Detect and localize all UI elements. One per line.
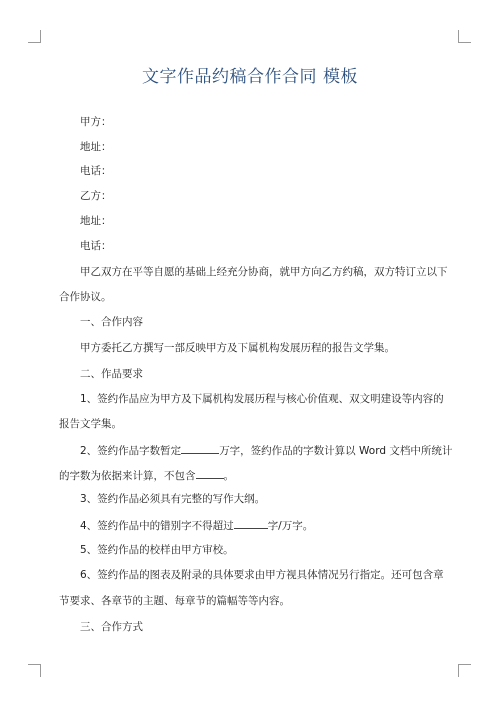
section-1-text: 甲方委托乙方撰写一部反映甲方及下属机构发展历程的报告文学集。 bbox=[80, 342, 395, 354]
address-b-label: 地址： bbox=[80, 215, 112, 227]
intro-paragraph-line-2: 合作协议。 bbox=[59, 291, 112, 303]
phone-b-label: 电话： bbox=[80, 240, 112, 252]
exclusion-blank bbox=[196, 467, 224, 479]
requirement-4-text-a: 4、签约作品中的错别字不得超过 bbox=[80, 520, 234, 532]
intro-paragraph-line-1: 甲乙双方在平等自愿的基础上经充分协商，就甲方向乙方约稿，双方特订立以下 bbox=[80, 266, 448, 278]
section-2-heading: 二、作品要求 bbox=[80, 368, 143, 380]
requirement-4-text-b: 字/万字。 bbox=[267, 520, 314, 532]
requirement-2-text-b: 万字，签约作品的字数计算以 Word 文档中所统计 bbox=[219, 445, 453, 457]
requirement-4 bbox=[80, 517, 313, 533]
requirement-6-line-1: 6、签约作品的图表及附录的具体要求由甲方视具体情况另行指定。还可包含章 bbox=[80, 569, 444, 581]
crop-mark-bottom-left bbox=[28, 664, 41, 677]
party-b-label: 乙方： bbox=[80, 190, 112, 202]
party-a-label: 甲方： bbox=[80, 116, 112, 128]
requirement-5: 5、签约作品的校样由甲方审校。 bbox=[80, 544, 234, 556]
section-1-heading: 一、合作内容 bbox=[80, 316, 143, 328]
word-count-blank bbox=[181, 442, 219, 454]
requirement-1-line-1: 1、签约作品应为甲方及下属机构发展历程与核心价值观、双文明建设等内容的 bbox=[80, 393, 444, 405]
requirement-6-line-2: 节要求、各章节的主题、每章节的篇幅等等内容。 bbox=[59, 595, 290, 607]
requirement-2-line-2-text-a: 的字数为依据来计算，不包含 bbox=[59, 470, 196, 482]
address-a-label: 地址： bbox=[80, 141, 112, 153]
requirement-2-line-2-text-b: 。 bbox=[223, 470, 234, 482]
crop-mark-top-left bbox=[28, 30, 41, 43]
requirement-1-line-2: 报告文学集。 bbox=[59, 418, 122, 430]
typo-limit-blank bbox=[234, 517, 268, 529]
crop-mark-bottom-right bbox=[458, 664, 471, 677]
crop-mark-top-right bbox=[458, 30, 471, 43]
requirement-2-text-a: 2、签约作品字数暂定 bbox=[80, 445, 182, 457]
requirement-2-line-2 bbox=[59, 467, 234, 483]
section-3-heading: 三、合作方式 bbox=[80, 621, 143, 633]
document-title: 文字作品约稿合作合同 模板 bbox=[142, 67, 358, 87]
requirement-2-line-1 bbox=[80, 442, 452, 458]
phone-a-label: 电话： bbox=[80, 165, 112, 177]
requirement-3: 3、签约作品必须具有完整的写作大纲。 bbox=[80, 493, 266, 505]
